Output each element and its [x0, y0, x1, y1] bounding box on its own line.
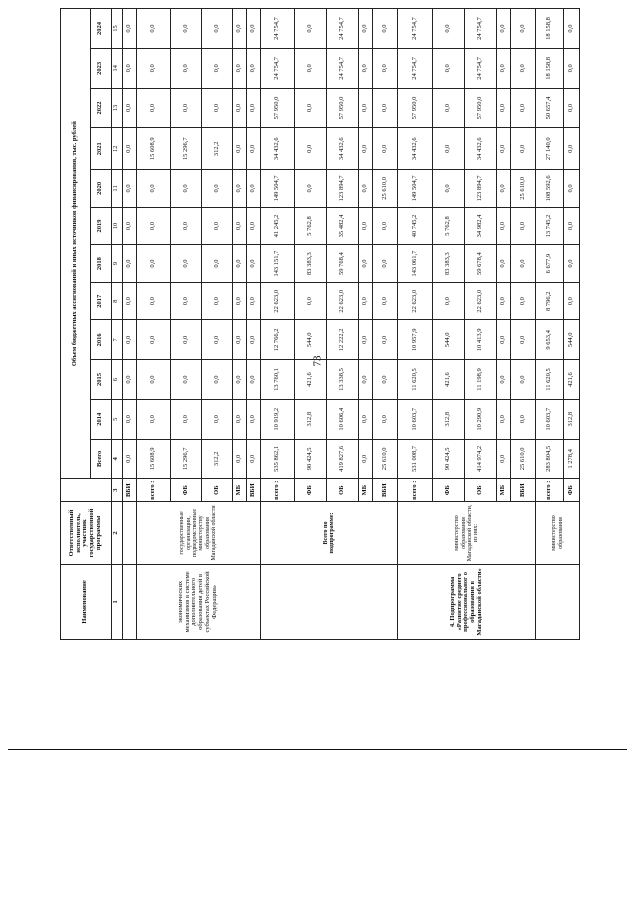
year-value-cell: 6 677,9 [536, 245, 564, 283]
year-value-cell: 40 745,2 [398, 207, 432, 245]
total-value-cell: 0,0 [233, 439, 247, 479]
year-value-cell: 34 432,6 [465, 128, 497, 170]
year-value-cell: 0,0 [233, 128, 247, 170]
year-value-cell: 0,0 [136, 360, 170, 400]
year-value-cell: 0,0 [432, 9, 464, 49]
funding-table [60, 8, 580, 640]
year-value-cell: 24 754,7 [327, 49, 359, 89]
total-value-cell: 0,0 [359, 439, 373, 479]
year-value-cell: 0,0 [373, 360, 398, 400]
year-value-cell: 0,0 [510, 360, 535, 400]
year-value-cell: 9 653,4 [536, 320, 564, 360]
year-value-cell: 0,0 [202, 360, 233, 400]
year-value-cell: 0,0 [497, 207, 511, 245]
year-value-cell: 0,0 [136, 170, 170, 208]
year-value-cell: 83 383,3 [432, 245, 464, 283]
year-value-cell: 312,8 [432, 399, 464, 439]
year-value-cell: 0,0 [497, 399, 511, 439]
year-value-cell: 0,0 [373, 245, 398, 283]
source-cell: ВБИ [246, 479, 260, 502]
total-value-cell: 90 424,5 [295, 439, 327, 479]
year-value-cell: 0,0 [359, 9, 373, 49]
year-value-cell: 25 610,0 [510, 170, 535, 208]
year-value-cell: 0,0 [359, 128, 373, 170]
year-value-cell: 421,6 [432, 360, 464, 400]
year-value-cell: 0,0 [432, 170, 464, 208]
source-cell: всего : [398, 479, 432, 502]
year-value-cell: 34 432,6 [260, 128, 294, 170]
year-value-cell: 0,0 [246, 320, 260, 360]
year-value-cell: 0,0 [233, 320, 247, 360]
year-value-cell: 22 623,0 [260, 282, 294, 320]
year-value-cell: 0,0 [373, 88, 398, 128]
total-value-cell: 90 424,5 [432, 439, 464, 479]
year-value-cell: 0,0 [202, 320, 233, 360]
year-value-cell: 123 894,7 [465, 170, 497, 208]
year-value-cell: 143 151,7 [260, 245, 294, 283]
table-row [536, 9, 564, 640]
row-name-cell [536, 564, 580, 639]
row-name-cell [123, 564, 137, 639]
year-value-cell: 0,0 [497, 282, 511, 320]
year-value-cell: 0,0 [202, 88, 233, 128]
year-value-cell: 0,0 [373, 282, 398, 320]
year-value-cell: 0,0 [233, 207, 247, 245]
year-value-cell: 10 603,7 [398, 399, 432, 439]
year-value-cell: 0,0 [510, 320, 535, 360]
year-value-cell: 149 504,7 [398, 170, 432, 208]
year-value-cell: 0,0 [563, 88, 579, 128]
year-value-cell: 0,0 [233, 399, 247, 439]
row-responsible-cell: министерство образования [536, 502, 580, 565]
header-year: 2016 [90, 320, 111, 360]
source-cell: ВБИ [510, 479, 535, 502]
row-name-cell: 4. Подпрограмма «Развитие среднего профессиональног о образования в Магаданской области» [398, 564, 536, 639]
header-total: Всего [90, 439, 111, 479]
table-row [136, 9, 170, 640]
year-value-cell: 0,0 [497, 88, 511, 128]
year-value-cell: 0,0 [171, 282, 202, 320]
total-value-cell: 0,0 [497, 439, 511, 479]
total-value-cell: 0,0 [123, 439, 137, 479]
year-value-cell: 312,8 [295, 399, 327, 439]
year-value-cell: 0,0 [123, 170, 137, 208]
column-number: 6 [111, 360, 123, 400]
year-value-cell: 24 754,7 [465, 9, 497, 49]
year-value-cell: 0,0 [359, 320, 373, 360]
year-value-cell: 22 623,0 [327, 282, 359, 320]
year-value-cell: 0,0 [359, 245, 373, 283]
year-value-cell: 143 061,7 [398, 245, 432, 283]
year-value-cell: 0,0 [510, 399, 535, 439]
year-value-cell: 0,0 [246, 88, 260, 128]
column-number: 10 [111, 207, 123, 245]
table-body [123, 9, 580, 640]
year-value-cell: 13 745,2 [536, 207, 564, 245]
funding-table-rotated [60, 8, 580, 640]
year-value-cell: 0,0 [359, 207, 373, 245]
year-value-cell: 0,0 [373, 399, 398, 439]
header-responsible: Ответственный исполнитель, участник государственной программы [61, 502, 112, 565]
year-value-cell: 57 950,0 [465, 88, 497, 128]
year-value-cell: 0,0 [246, 282, 260, 320]
header-year: 2020 [90, 170, 111, 208]
source-cell: ОБ [465, 479, 497, 502]
year-value-cell: 10 957,9 [398, 320, 432, 360]
year-value-cell: 0,0 [563, 282, 579, 320]
year-value-cell: 11 198,9 [465, 360, 497, 400]
source-cell: ФБ [563, 479, 579, 502]
year-value-cell: 0,0 [136, 282, 170, 320]
year-value-cell: 0,0 [202, 49, 233, 89]
year-value-cell: 0,0 [246, 128, 260, 170]
column-number: 5 [111, 399, 123, 439]
year-value-cell: 0,0 [136, 320, 170, 360]
year-value-cell: 0,0 [295, 49, 327, 89]
column-number: 14 [111, 49, 123, 89]
source-cell: всего : [136, 479, 170, 502]
year-value-cell: 0,0 [295, 170, 327, 208]
year-value-cell: 24 754,7 [398, 49, 432, 89]
year-value-cell: 0,0 [510, 207, 535, 245]
column-number: 4 [111, 439, 123, 479]
total-value-cell: 312,2 [202, 439, 233, 479]
year-value-cell: 13 760,1 [260, 360, 294, 400]
header-year: 2018 [90, 245, 111, 283]
year-value-cell: 0,0 [563, 9, 579, 49]
year-value-cell: 0,0 [136, 49, 170, 89]
year-value-cell: 0,0 [123, 245, 137, 283]
year-value-cell: 149 504,7 [260, 170, 294, 208]
year-value-cell: 0,0 [171, 245, 202, 283]
header-year: 2021 [90, 128, 111, 170]
year-value-cell: 35 482,4 [327, 207, 359, 245]
year-value-cell: 10 290,9 [465, 399, 497, 439]
year-value-cell: 0,0 [136, 9, 170, 49]
year-value-cell: 12 222,2 [327, 320, 359, 360]
year-value-cell: 10 413,9 [465, 320, 497, 360]
source-cell: ОБ [202, 479, 233, 502]
year-value-cell: 0,0 [123, 88, 137, 128]
row-name-cell: экономических механизмов в системе дополнительного образования детей в субъектах Российской Федерации» [136, 564, 260, 639]
year-value-cell: 0,0 [202, 399, 233, 439]
year-value-cell: 10 603,7 [536, 399, 564, 439]
column-number: 1 [111, 564, 123, 639]
year-value-cell: 0,0 [233, 49, 247, 89]
year-value-cell: 0,0 [171, 360, 202, 400]
year-value-cell: 13 338,5 [327, 360, 359, 400]
year-value-cell: 421,6 [295, 360, 327, 400]
year-value-cell: 0,0 [510, 282, 535, 320]
year-value-cell: 0,0 [432, 88, 464, 128]
year-value-cell: 27 140,0 [536, 128, 564, 170]
column-number: 15 [111, 9, 123, 49]
year-value-cell: 0,0 [202, 170, 233, 208]
total-value-cell: 25 610,0 [510, 439, 535, 479]
source-cell: всего : [536, 479, 564, 502]
year-value-cell: 0,0 [432, 49, 464, 89]
year-value-cell: 11 620,5 [536, 360, 564, 400]
year-value-cell: 0,0 [497, 245, 511, 283]
year-value-cell: 0,0 [202, 207, 233, 245]
year-value-cell: 57 950,0 [260, 88, 294, 128]
year-value-cell: 5 762,8 [295, 207, 327, 245]
year-value-cell: 0,0 [171, 170, 202, 208]
column-number: 7 [111, 320, 123, 360]
year-value-cell: 22 623,0 [398, 282, 432, 320]
year-value-cell: 0,0 [563, 245, 579, 283]
year-value-cell: 34 432,6 [327, 128, 359, 170]
row-responsible-cell: Всего по подпрограмме: [260, 502, 398, 565]
year-value-cell: 0,0 [510, 49, 535, 89]
year-value-cell: 15 296,7 [171, 128, 202, 170]
column-number: 12 [111, 128, 123, 170]
year-value-cell: 0,0 [373, 49, 398, 89]
year-value-cell: 0,0 [233, 282, 247, 320]
year-value-cell: 83 383,3 [295, 245, 327, 283]
year-value-cell: 0,0 [510, 9, 535, 49]
total-value-cell: 25 610,0 [373, 439, 398, 479]
year-value-cell: 0,0 [432, 128, 464, 170]
year-value-cell: 12 766,2 [260, 320, 294, 360]
year-value-cell: 0,0 [373, 128, 398, 170]
source-cell: ОБ [327, 479, 359, 502]
year-value-cell: 57 950,0 [398, 88, 432, 128]
year-value-cell: 22 623,0 [465, 282, 497, 320]
year-value-cell: 50 657,4 [536, 88, 564, 128]
header-name: Наименование [61, 564, 112, 639]
year-value-cell: 11 620,5 [398, 360, 432, 400]
source-cell: ФБ [295, 479, 327, 502]
year-value-cell: 0,0 [497, 360, 511, 400]
year-value-cell: 0,0 [246, 49, 260, 89]
year-value-cell: 0,0 [123, 207, 137, 245]
page-divider-line [8, 749, 627, 750]
year-value-cell: 0,0 [136, 245, 170, 283]
year-value-cell: 0,0 [233, 88, 247, 128]
header-year: 2017 [90, 282, 111, 320]
year-value-cell: 0,0 [171, 207, 202, 245]
row-responsible-cell: министерство образования Магаданской области, из них: [398, 502, 536, 565]
total-value-cell: 15 296,7 [171, 439, 202, 479]
year-value-cell: 0,0 [359, 170, 373, 208]
year-value-cell: 18 158,8 [536, 49, 564, 89]
total-value-cell: 419 827,6 [327, 439, 359, 479]
header-year: 2014 [90, 399, 111, 439]
year-value-cell: 57 950,0 [327, 88, 359, 128]
year-value-cell: 0,0 [246, 170, 260, 208]
year-value-cell: 24 754,7 [398, 9, 432, 49]
funding-table-frame [60, 8, 580, 640]
row-responsible-cell: государственные организации, подведомственные министерству образования Магаданской области [136, 502, 260, 565]
source-cell: ФБ [171, 479, 202, 502]
year-value-cell: 15 608,9 [136, 128, 170, 170]
year-value-cell: 0,0 [432, 282, 464, 320]
year-value-cell: 0,0 [123, 360, 137, 400]
year-value-cell: 0,0 [295, 88, 327, 128]
year-value-cell: 544,0 [432, 320, 464, 360]
total-value-cell: 283 804,5 [536, 439, 564, 479]
year-value-cell: 10 606,4 [327, 399, 359, 439]
year-value-cell: 0,0 [123, 399, 137, 439]
year-value-cell: 0,0 [233, 170, 247, 208]
source-cell: ФБ [432, 479, 464, 502]
source-cell: ВБИ [373, 479, 398, 502]
year-value-cell: 0,0 [497, 320, 511, 360]
year-value-cell: 24 754,7 [465, 49, 497, 89]
year-value-cell: 312,2 [202, 128, 233, 170]
total-value-cell: 531 008,7 [398, 439, 432, 479]
year-value-cell: 312,8 [563, 399, 579, 439]
source-cell: всего : [260, 479, 294, 502]
year-value-cell: 0,0 [171, 88, 202, 128]
total-value-cell: 1 278,4 [563, 439, 579, 479]
table-row [123, 9, 137, 640]
year-value-cell: 0,0 [563, 170, 579, 208]
year-value-cell: 0,0 [123, 49, 137, 89]
year-value-cell: 108 592,6 [536, 170, 564, 208]
year-value-cell: 0,0 [123, 282, 137, 320]
year-value-cell: 0,0 [233, 360, 247, 400]
year-value-cell: 0,0 [295, 128, 327, 170]
year-value-cell: 0,0 [202, 245, 233, 283]
year-value-cell: 0,0 [359, 49, 373, 89]
year-value-cell: 0,0 [136, 88, 170, 128]
header-source [61, 479, 112, 502]
header-year: 2024 [90, 9, 111, 49]
header-year: 2019 [90, 207, 111, 245]
total-value-cell: 15 608,9 [136, 439, 170, 479]
year-value-cell: 0,0 [510, 245, 535, 283]
year-value-cell: 0,0 [497, 49, 511, 89]
year-value-cell: 0,0 [136, 207, 170, 245]
column-number: 2 [111, 502, 123, 565]
year-value-cell: 0,0 [246, 399, 260, 439]
column-number-row [111, 9, 123, 640]
year-value-cell: 0,0 [359, 88, 373, 128]
year-value-cell: 0,0 [295, 9, 327, 49]
year-value-cell: 24 754,7 [260, 9, 294, 49]
year-value-cell: 0,0 [246, 245, 260, 283]
year-value-cell: 0,0 [171, 9, 202, 49]
year-value-cell: 0,0 [171, 320, 202, 360]
year-value-cell: 0,0 [295, 282, 327, 320]
year-value-cell: 0,0 [373, 320, 398, 360]
header-year: 2015 [90, 360, 111, 400]
year-value-cell: 0,0 [563, 49, 579, 89]
column-number: 9 [111, 245, 123, 283]
year-value-cell: 59 768,4 [327, 245, 359, 283]
year-value-cell: 0,0 [497, 9, 511, 49]
year-value-cell: 0,0 [123, 9, 137, 49]
year-value-cell: 34 982,4 [465, 207, 497, 245]
column-number: 13 [111, 88, 123, 128]
year-value-cell: 5 762,8 [432, 207, 464, 245]
year-value-cell: 0,0 [510, 88, 535, 128]
year-value-cell: 0,0 [359, 360, 373, 400]
header-funding-title: Объем бюджетных ассигнований и иных источников финансирования, тыс. рублей [61, 9, 91, 479]
year-value-cell: 24 754,7 [327, 9, 359, 49]
column-number: 11 [111, 170, 123, 208]
year-value-cell: 421,6 [563, 360, 579, 400]
total-value-cell: 535 862,1 [260, 439, 294, 479]
page-number: 73 [311, 355, 324, 367]
year-value-cell: 0,0 [359, 282, 373, 320]
total-value-cell: 0,0 [246, 439, 260, 479]
column-number: 3 [111, 479, 123, 502]
header-year: 2023 [90, 49, 111, 89]
year-value-cell: 0,0 [373, 207, 398, 245]
row-name-cell [260, 564, 398, 639]
year-value-cell: 34 432,6 [398, 128, 432, 170]
year-value-cell: 41 245,2 [260, 207, 294, 245]
source-cell: МБ [359, 479, 373, 502]
year-value-cell: 18 158,8 [536, 9, 564, 49]
year-value-cell: 0,0 [497, 128, 511, 170]
year-value-cell: 0,0 [123, 320, 137, 360]
year-value-cell: 0,0 [246, 207, 260, 245]
year-value-cell: 0,0 [497, 170, 511, 208]
year-value-cell: 0,0 [171, 49, 202, 89]
table-row [398, 9, 432, 640]
source-cell: МБ [497, 479, 511, 502]
column-number: 8 [111, 282, 123, 320]
source-cell: ВБИ [123, 479, 137, 502]
year-value-cell: 0,0 [202, 282, 233, 320]
year-value-cell: 0,0 [373, 9, 398, 49]
year-value-cell: 544,0 [563, 320, 579, 360]
header-year: 2022 [90, 88, 111, 128]
year-value-cell: 0,0 [246, 9, 260, 49]
year-value-cell: 24 754,7 [260, 49, 294, 89]
year-value-cell: 0,0 [510, 128, 535, 170]
year-value-cell: 0,0 [202, 9, 233, 49]
year-value-cell: 8 796,2 [536, 282, 564, 320]
row-responsible-cell [123, 502, 137, 565]
year-value-cell: 25 610,0 [373, 170, 398, 208]
year-value-cell: 0,0 [171, 399, 202, 439]
year-value-cell: 0,0 [563, 207, 579, 245]
year-value-cell: 0,0 [233, 245, 247, 283]
table-row [260, 9, 294, 640]
year-value-cell: 544,0 [295, 320, 327, 360]
year-value-cell: 0,0 [233, 9, 247, 49]
year-value-cell: 0,0 [136, 399, 170, 439]
year-value-cell: 59 678,4 [465, 245, 497, 283]
year-value-cell: 0,0 [123, 128, 137, 170]
total-value-cell: 414 974,2 [465, 439, 497, 479]
year-value-cell: 0,0 [359, 399, 373, 439]
year-value-cell: 123 894,7 [327, 170, 359, 208]
year-value-cell: 0,0 [246, 360, 260, 400]
header-row [61, 9, 91, 640]
source-cell: МБ [233, 479, 247, 502]
year-value-cell: 10 919,2 [260, 399, 294, 439]
year-value-cell: 0,0 [563, 128, 579, 170]
